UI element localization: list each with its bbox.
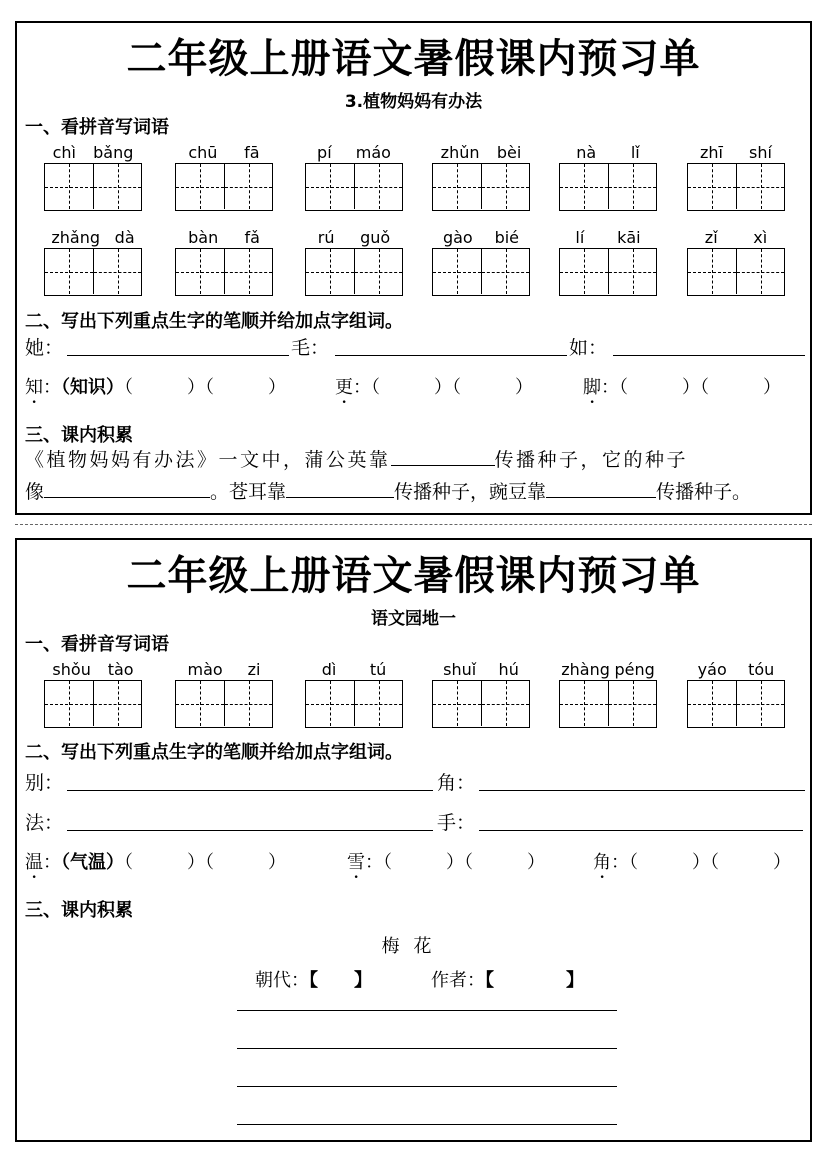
pinyin-word	[432, 660, 530, 728]
section-stroke-heading: 二、写出下列重点生字的笔顺并给加点字组词。	[25, 742, 403, 763]
tianzige-cell[interactable]	[93, 249, 141, 294]
tianzige-box-pair[interactable]	[432, 163, 530, 211]
para-text: 《植物妈妈有办法》一文中，蒲公英靠	[25, 449, 391, 471]
answer-line[interactable]	[479, 830, 803, 831]
answer-paren[interactable]: （ ）	[619, 377, 700, 398]
pinyin-syllable: zhī	[700, 143, 723, 162]
answer-paren[interactable]: （ ）	[700, 377, 781, 398]
tianzige-box-pair[interactable]	[44, 163, 142, 211]
stroke-char-label: 法：	[25, 812, 64, 834]
pinyin-word	[559, 228, 657, 296]
tianzige-box-pair[interactable]	[305, 163, 403, 211]
poem-write-line[interactable]	[237, 1086, 617, 1087]
pinyin-syllable: rú	[317, 228, 335, 247]
answer-paren[interactable]: （ ）	[205, 852, 286, 873]
pinyin-word	[175, 660, 273, 728]
pinyin-label	[44, 660, 142, 680]
para-text: 传播种子，豌豆靠	[394, 481, 547, 503]
pinyin-label	[559, 660, 657, 680]
word-group-row	[335, 373, 533, 408]
dynasty-label: 朝代：	[255, 970, 309, 991]
poem-write-line[interactable]	[237, 1010, 617, 1011]
pinyin-syllable: bié	[494, 228, 520, 247]
pinyin-word	[687, 660, 785, 728]
tianzige-cell[interactable]	[306, 164, 354, 209]
pinyin-syllable: lí	[575, 228, 585, 247]
tianzige-cell[interactable]	[224, 249, 272, 294]
tianzige-cell[interactable]	[608, 164, 656, 209]
tianzige-cell[interactable]	[560, 681, 608, 726]
tianzige-box-pair[interactable]	[44, 248, 142, 296]
pinyin-word	[175, 228, 273, 296]
pinyin-label	[432, 143, 530, 163]
pinyin-word	[44, 228, 142, 296]
tianzige-cell[interactable]	[608, 681, 656, 726]
tianzige-box-pair[interactable]	[559, 680, 657, 728]
tianzige-cell[interactable]	[224, 681, 272, 726]
worksheet-language-garden-1	[15, 538, 812, 1142]
pinyin-syllable: hú	[498, 660, 519, 679]
pinyin-label	[305, 228, 403, 248]
colon: ：	[611, 852, 629, 873]
tianzige-cell[interactable]	[433, 681, 481, 726]
tianzige-cell[interactable]	[176, 681, 224, 726]
word-group-row	[593, 848, 791, 883]
answer-paren[interactable]: （ ）	[124, 377, 205, 398]
tianzige-cell[interactable]	[176, 164, 224, 209]
dynasty-blank[interactable]: 【 】	[309, 970, 372, 991]
tianzige-cell[interactable]	[306, 681, 354, 726]
page-title: 二年级上册语文暑假课内预习单	[126, 35, 701, 82]
section-accumulation-heading: 三、课内积累	[25, 425, 133, 446]
colon: ：	[353, 377, 371, 398]
answer-paren[interactable]: （ ）	[464, 852, 545, 873]
tianzige-box-pair[interactable]	[305, 248, 403, 296]
pinyin-word	[305, 228, 403, 296]
tianzige-cell[interactable]	[560, 164, 608, 209]
dotted-char: 角	[593, 852, 611, 873]
pinyin-syllable: péng	[614, 660, 655, 679]
section-pinyin-heading: 一、看拼音写词语	[25, 634, 169, 655]
pinyin-label	[175, 143, 273, 163]
pinyin-syllable: fā	[244, 143, 260, 162]
fill-paragraph-line-1	[25, 445, 805, 476]
tianzige-cell[interactable]	[608, 249, 656, 294]
pinyin-syllable: shí	[749, 143, 772, 162]
poem-dynasty	[255, 966, 372, 992]
dotted-char: 温	[25, 852, 43, 873]
stroke-char-label: 角：	[437, 772, 476, 794]
tianzige-cell[interactable]	[481, 249, 529, 294]
pinyin-syllable: tú	[369, 660, 387, 679]
pinyin-label	[432, 660, 530, 680]
pinyin-word	[687, 228, 785, 296]
tianzige-box-pair[interactable]	[175, 248, 273, 296]
answer-paren[interactable]: （ ）	[124, 852, 205, 873]
pinyin-label	[175, 228, 273, 248]
para-text: 。苍耳靠	[210, 481, 287, 503]
pinyin-syllable: kāi	[617, 228, 641, 247]
tianzige-cell[interactable]	[736, 164, 784, 209]
pinyin-word	[44, 660, 142, 728]
pinyin-label	[44, 228, 142, 248]
tianzige-box-pair[interactable]	[687, 163, 785, 211]
pinyin-word	[175, 143, 273, 211]
answer-line[interactable]	[479, 790, 805, 791]
tianzige-cell[interactable]	[481, 681, 529, 726]
fill-blank[interactable]	[546, 478, 656, 498]
pinyin-syllable: zhàng	[561, 660, 610, 679]
pinyin-word	[432, 143, 530, 211]
pinyin-syllable: tóu	[748, 660, 775, 679]
poem-title: 梅花	[381, 936, 446, 957]
tianzige-cell[interactable]	[560, 249, 608, 294]
tianzige-cell[interactable]	[93, 681, 141, 726]
pinyin-syllable: zhǎng	[51, 228, 100, 247]
word-group-row	[25, 848, 286, 883]
tianzige-cell[interactable]	[93, 164, 141, 209]
worksheet-lesson-3	[15, 21, 812, 515]
pinyin-label	[432, 228, 530, 248]
tianzige-box-pair[interactable]	[687, 680, 785, 728]
dotted-char: 脚	[583, 377, 601, 398]
tianzige-cell[interactable]	[224, 164, 272, 209]
pinyin-syllable: bàn	[188, 228, 219, 247]
colon: ：	[43, 852, 61, 873]
pinyin-label	[687, 143, 785, 163]
pinyin-label	[687, 660, 785, 680]
pinyin-label	[175, 660, 273, 680]
answer-line[interactable]	[67, 355, 289, 356]
answer-paren[interactable]: （ ）	[205, 377, 286, 398]
word-group-row	[347, 848, 545, 883]
pinyin-syllable: zǐ	[704, 228, 718, 247]
pinyin-syllable: bèi	[496, 143, 522, 162]
dotted-char: 雪	[347, 852, 365, 873]
pinyin-syllable: guǒ	[360, 228, 391, 247]
stroke-char-label: 如：	[569, 337, 608, 359]
tianzige-cell[interactable]	[688, 681, 736, 726]
pinyin-label	[687, 228, 785, 248]
fill-paragraph-line-2	[25, 477, 805, 508]
pinyin-label	[305, 143, 403, 163]
dotted-char: 知	[25, 377, 43, 398]
tianzige-box-pair[interactable]	[559, 248, 657, 296]
para-text: 传播种子。	[656, 481, 752, 503]
tianzige-cell[interactable]	[354, 164, 402, 209]
tianzige-box-pair[interactable]	[432, 680, 530, 728]
pinyin-syllable: shuǐ	[443, 660, 477, 679]
author-blank[interactable]: 【 】	[485, 970, 584, 991]
tianzige-cell[interactable]	[688, 164, 736, 209]
pinyin-syllable: máo	[355, 143, 391, 162]
tianzige-cell[interactable]	[481, 164, 529, 209]
pinyin-syllable: gào	[442, 228, 473, 247]
stroke-char-label: 手：	[437, 812, 476, 834]
author-label: 作者：	[431, 970, 485, 991]
answer-line[interactable]	[613, 355, 805, 356]
tianzige-box-pair[interactable]	[687, 248, 785, 296]
tianzige-cell[interactable]	[45, 164, 93, 209]
pinyin-label	[44, 143, 142, 163]
pinyin-syllable: chì	[52, 143, 76, 162]
cut-divider	[15, 524, 812, 525]
pinyin-syllable: tào	[107, 660, 134, 679]
word-group-row	[25, 373, 286, 408]
pinyin-syllable: mào	[187, 660, 223, 679]
tianzige-cell[interactable]	[736, 681, 784, 726]
pinyin-syllable: lǐ	[630, 143, 640, 162]
tianzige-cell[interactable]	[306, 249, 354, 294]
answer-line[interactable]	[335, 355, 567, 356]
tianzige-box-pair[interactable]	[559, 163, 657, 211]
pinyin-syllable: chū	[188, 143, 218, 162]
answer-paren[interactable]: （ ）	[383, 852, 464, 873]
tianzige-box-pair[interactable]	[175, 163, 273, 211]
tianzige-cell[interactable]	[45, 681, 93, 726]
tianzige-cell[interactable]	[176, 249, 224, 294]
tianzige-cell[interactable]	[736, 249, 784, 294]
answer-line[interactable]	[67, 830, 433, 831]
section-pinyin-heading: 一、看拼音写词语	[25, 117, 169, 138]
tianzige-box-pair[interactable]	[175, 680, 273, 728]
pinyin-label	[305, 660, 403, 680]
tianzige-box-pair[interactable]	[44, 680, 142, 728]
lesson-title: 语文园地一	[371, 609, 456, 629]
example-word: （知识）	[61, 377, 124, 398]
pinyin-syllable: dì	[321, 660, 337, 679]
stroke-char-label: 别：	[25, 772, 64, 794]
colon: ：	[365, 852, 383, 873]
pinyin-syllable: zi	[247, 660, 261, 679]
pinyin-word	[432, 228, 530, 296]
tianzige-cell[interactable]	[433, 249, 481, 294]
example-word: （气温）	[61, 852, 124, 873]
tianzige-cell[interactable]	[354, 681, 402, 726]
page-title: 二年级上册语文暑假课内预习单	[126, 552, 701, 599]
pinyin-word	[305, 660, 403, 728]
answer-line[interactable]	[67, 790, 433, 791]
fill-blank[interactable]	[44, 478, 210, 498]
answer-paren[interactable]: （ ）	[371, 377, 452, 398]
pinyin-word	[44, 143, 142, 211]
answer-paren[interactable]: （ ）	[452, 377, 533, 398]
answer-paren[interactable]: （ ）	[710, 852, 791, 873]
poem-author	[431, 966, 584, 992]
tianzige-cell[interactable]	[433, 164, 481, 209]
fill-blank[interactable]	[391, 446, 495, 466]
stroke-char-label: 毛：	[291, 337, 330, 359]
tianzige-cell[interactable]	[354, 249, 402, 294]
tianzige-cell[interactable]	[45, 249, 93, 294]
colon: ：	[43, 377, 61, 398]
pinyin-syllable: fǎ	[244, 228, 260, 247]
pinyin-syllable: dà	[114, 228, 135, 247]
pinyin-syllable: pí	[317, 143, 332, 162]
section-accumulation-heading: 三、课内积累	[25, 900, 133, 921]
pinyin-syllable: xì	[753, 228, 768, 247]
fill-blank[interactable]	[286, 478, 394, 498]
para-text: 传播种子，它的种子	[494, 449, 689, 471]
pinyin-syllable: shǒu	[52, 660, 91, 679]
pinyin-syllable: bǎng	[93, 143, 134, 162]
pinyin-label	[559, 143, 657, 163]
dotted-char: 更	[335, 377, 353, 398]
answer-paren[interactable]: （ ）	[629, 852, 710, 873]
lesson-title: 3.植物妈妈有办法	[344, 92, 483, 112]
colon: ：	[601, 377, 619, 398]
pinyin-syllable: yáo	[697, 660, 727, 679]
pinyin-word	[559, 660, 657, 728]
stroke-char-label: 她：	[25, 337, 64, 359]
tianzige-cell[interactable]	[688, 249, 736, 294]
pinyin-word	[559, 143, 657, 211]
pinyin-label	[559, 228, 657, 248]
tianzige-box-pair[interactable]	[305, 680, 403, 728]
word-group-row	[583, 373, 781, 408]
pinyin-word	[687, 143, 785, 211]
poem-write-line[interactable]	[237, 1124, 617, 1125]
para-text: 像	[25, 481, 45, 503]
poem-write-line[interactable]	[237, 1048, 617, 1049]
pinyin-syllable: zhǔn	[440, 143, 480, 162]
pinyin-word	[305, 143, 403, 211]
tianzige-box-pair[interactable]	[432, 248, 530, 296]
pinyin-syllable: nà	[576, 143, 597, 162]
section-stroke-heading: 二、写出下列重点生字的笔顺并给加点字组词。	[25, 311, 403, 332]
